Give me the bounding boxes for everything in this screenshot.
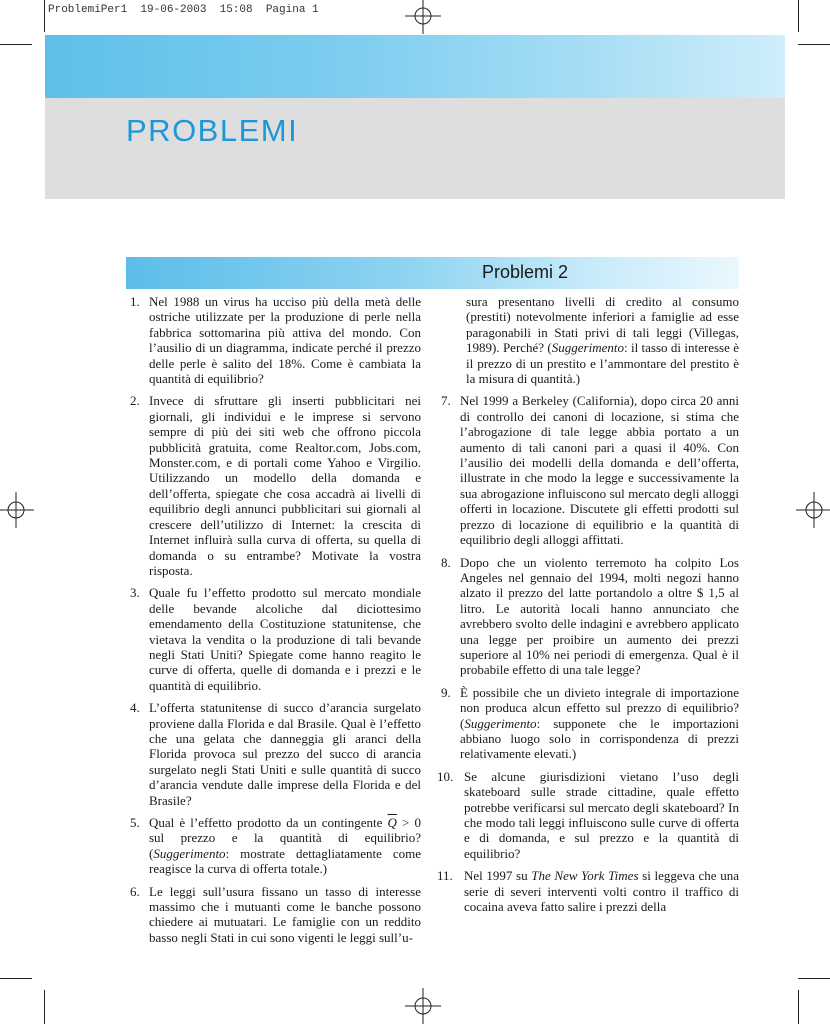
problem-item	[130, 700, 421, 808]
registration-mark-bottom	[405, 988, 441, 1024]
problem-number: 2.	[130, 393, 140, 409]
problem-item	[441, 685, 739, 762]
problem-item	[130, 815, 421, 877]
problem-item	[130, 393, 421, 578]
problem-item	[441, 555, 739, 678]
quota-symbol: $\overline{Q}$	[387, 815, 397, 830]
registration-mark-right	[796, 492, 830, 528]
problem-item	[441, 393, 739, 547]
problem-number: 1.	[130, 294, 140, 309]
problem-number: 7.	[441, 393, 451, 409]
problem-text: Se alcune giurisdizioni vietano l’uso degli skateboard sulle strade cittadine, quale effetto potrebbe verificarsi sul mercato degli skateboard? In che modo tali leggi influiscono sulle curve di offerta e di domanda, e sul prezzo e la quantità di equilibrio?	[464, 768, 739, 861]
section-bar	[126, 257, 739, 289]
problem-item	[437, 768, 739, 861]
problem-number: 9.	[441, 684, 451, 700]
problem-item	[437, 868, 739, 915]
problem-number: 10.	[437, 768, 454, 784]
problem-number: 4.	[130, 700, 140, 716]
problem-number: 11.	[437, 868, 453, 884]
problem-text: È possibile che un divieto integrale di importazione non produca alcun effetto sul prezzo di equilibrio? (Suggerimento: supponete che le importazioni abbiano luogo solo in corrispondenza di prezzi relativamente elevati.)	[460, 684, 739, 762]
problem-continuation: sura presentano livelli di credito al consumo (prestiti) notevolmente inferiori a famiglie ad esse paragonabili in Stati privi di tali leggi (Villegas, 1989). Perché? (Suggerimento: il tasso di interesse è il prezzo di un prestito e l’ammontare del prestito è la misura di quantità.)	[466, 294, 739, 387]
right-column	[437, 294, 739, 921]
problem-text: Nel 1988 un virus ha ucciso più della metà delle ostriche utilizzate per la produzione di perle nella fabbrica sottomarina più attiva del mondo. Con l’ausilio di un diagramma, indicate perché il prezzo delle perle è salito del 18%. Come è cambiata la quantità di equilibrio?	[149, 294, 421, 387]
left-column	[130, 294, 421, 952]
print-slug: ProblemiPer1 19-06-2003 15:08 Pagina 1	[48, 4, 319, 16]
problem-item	[130, 294, 421, 386]
problem-number: 8.	[441, 554, 451, 570]
publication-title: The New York Times	[531, 868, 639, 884]
problem-item	[130, 884, 421, 946]
problem-item	[130, 585, 421, 693]
problem-number: 6.	[130, 883, 140, 899]
problem-text: L’offerta statunitense di succo d’arancia surgelato proviene dalla Florida e dal Brasile. Qual è l’effetto che una gelata che danneggia gli aranci della Florida provoca sul prezzo del succo di arancia surgelato negli Stati Uniti e sulle quantità di succo d’arancia vendute dalle imprese della Florida e del Brasile?	[149, 700, 421, 808]
problem-text: Invece di sfruttare gli inserti pubblicitari nei giornali, gli individui e le imprese si servono sempre di più dei siti web che offrono piccola pubblicità gratuita, come Realtor.com, Jobs.com, Monster.com, e di portali come Yahoo e Virgilio. Utilizzando un modello della domanda e dell’offerta, spiegate che cosa accadrà ai livelli di equilibrio degli annunci pubblicitari sui giornali al crescere dell’utilizzo di Internet: la crescita di Internet influirà sulla curva di offerta, su quella di domanda o su entrambe? Motivate la vostra risposta.	[149, 393, 421, 578]
problem-number: 5.	[130, 815, 140, 830]
problem-text: Nel 1999 a Berkeley (California), dopo circa 20 anni di controllo dei canoni di locazione, si stima che l’abrogazione di tale legge abbia portato a un aumento di tali canoni pari a quasi il 40%. Con l’ausilio dei modelli della domanda e dell’offerta, illustrate in che modo la legge e successivamente la sua abrogazione influiscono sul mercato degli alloggi offerti in locazione. Discutete gli effetti prodotti sul prezzo di locazione di equilibrio e la quantità di equilibrio degli alloggi affittati.	[460, 393, 739, 548]
section-title: Problemi 2	[481, 262, 568, 282]
hint-label: Suggerimento	[551, 340, 624, 356]
hint-label: Suggerimento	[464, 715, 537, 731]
hint-label: Suggerimento	[153, 845, 226, 861]
problem-number: 3.	[130, 585, 140, 601]
registration-mark-top	[405, 0, 441, 34]
problem-text: Quale fu l’effetto prodotto sul mercato mondiale delle bevande alcoliche dal diciottesimo emendamento della Costituzione statunitense, che vietava la vendita o la produzione di tali bevande negli Stati Uniti? Spiegate come hanno reagito le curve di offerta, quelle di domanda e i prezzi e le quantità di equilibrio.	[149, 585, 421, 693]
problem-text: Le leggi sull’usura fissano un tasso di interesse massimo che i mutuanti come le banche possono chiedere ai mutuatari. Le famiglie con un reddito basso negli Stati in cui sono vigenti le leggi sull’u-	[149, 883, 421, 945]
page-title: PROBLEMI	[126, 113, 299, 148]
problem-text: Dopo che un violento terremoto ha colpito Los Angeles nel gennaio del 1994, molti negozi hanno alzato il prezzo del latte portandolo a oltre $ 1,5 al litro. Le autorità locali hanno annunciato che avrebbero svolto delle indagini e avrebbero applicato una legge per proibire un aumento dei prezzi superiore al 10% nei periodi di emergenza. Qual è il probabile effetto di una tale legge?	[460, 554, 739, 678]
problem-text: Qual è l’effetto prodotto da un contingente $\overline{Q} > 0$ sul prezzo e la quantità di equilibrio? (Suggerimento: mostrate dettagliatamente come reagisce la curva di offerta totale.)	[149, 815, 421, 877]
problem-text: Nel 1997 su The New York Times si leggeva che una serie di severi interventi volti contro il traffico di cocaina aveva fatto salire i prezzi della	[464, 868, 739, 915]
header-color-strip	[45, 35, 785, 98]
registration-mark-left	[0, 492, 34, 528]
